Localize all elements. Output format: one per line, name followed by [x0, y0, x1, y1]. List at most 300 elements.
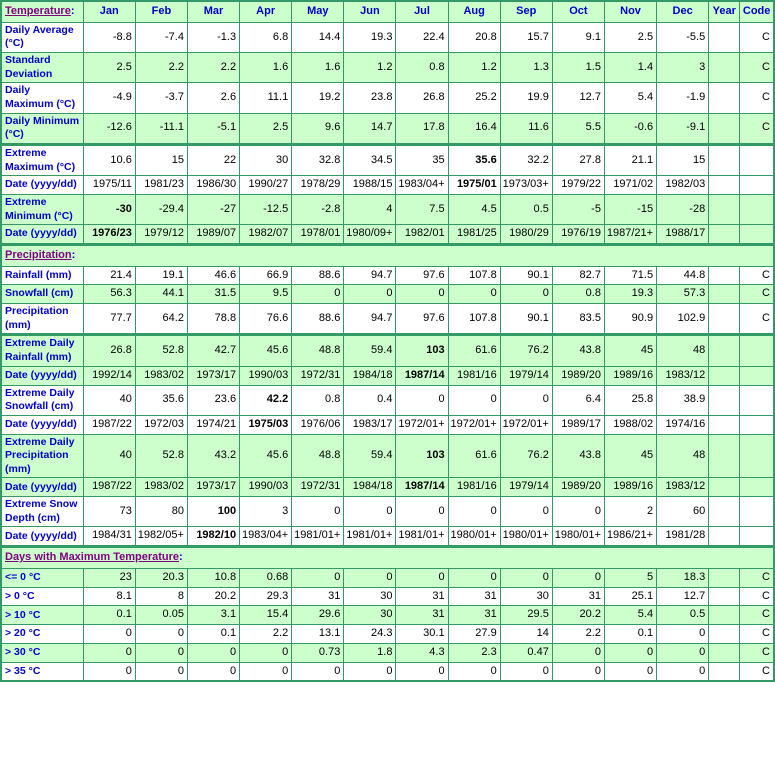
code-cell: C [740, 587, 774, 606]
year-cell [709, 113, 740, 144]
value-cell: 48.8 [292, 434, 344, 478]
value-cell: 19.3 [604, 285, 656, 304]
section-title-colon: : [71, 248, 76, 261]
value-cell: 45 [604, 434, 656, 478]
year-cell [709, 53, 740, 83]
value-cell: 22 [187, 144, 239, 175]
value-cell: -12.6 [83, 113, 135, 144]
value-cell: 66.9 [240, 266, 292, 285]
value-cell: 0.1 [604, 625, 656, 644]
year-cell [709, 83, 740, 113]
value-cell: 0 [448, 385, 500, 415]
value-cell: 1976/19 [552, 225, 604, 245]
value-cell: 0 [344, 568, 396, 587]
code-cell [740, 144, 774, 175]
value-cell: 25.2 [448, 83, 500, 113]
value-cell: 15 [135, 144, 187, 175]
code-cell: C [740, 22, 774, 52]
value-cell: 2.2 [240, 625, 292, 644]
column-header-dec: Dec [657, 1, 709, 22]
year-cell [709, 434, 740, 478]
year-cell [709, 266, 740, 285]
row-label: Rainfall (mm) [1, 266, 83, 285]
value-cell: 35.6 [135, 385, 187, 415]
value-cell: 14.4 [292, 22, 344, 52]
value-cell: 31 [448, 606, 500, 625]
code-cell [740, 415, 774, 434]
value-cell: 10.6 [83, 144, 135, 175]
table-row [1, 366, 774, 385]
code-cell: C [740, 266, 774, 285]
value-cell: 20.8 [448, 22, 500, 52]
value-cell: 1987/22 [83, 415, 135, 434]
value-cell: 44.1 [135, 285, 187, 304]
table-row [1, 434, 774, 478]
value-cell: 1974/16 [657, 415, 709, 434]
value-cell: 0 [396, 497, 448, 527]
value-cell: 5.4 [604, 606, 656, 625]
value-cell: 26.8 [396, 83, 448, 113]
value-cell: 25.1 [604, 587, 656, 606]
value-cell: 1983/17 [344, 415, 396, 434]
code-cell [740, 194, 774, 224]
value-cell: 1990/27 [240, 176, 292, 195]
value-cell: 19.3 [344, 22, 396, 52]
value-cell: 1.8 [344, 643, 396, 662]
value-cell: 1981/01+ [344, 527, 396, 547]
value-cell: 0 [448, 662, 500, 681]
row-label: Precipitation (mm) [1, 304, 83, 335]
value-cell: 90.1 [500, 266, 552, 285]
value-cell: 1982/03 [657, 176, 709, 195]
value-cell: 0 [292, 568, 344, 587]
column-header-aug: Aug [448, 1, 500, 22]
value-cell: 0 [344, 285, 396, 304]
code-cell: C [740, 568, 774, 587]
year-cell [709, 304, 740, 335]
row-label: Extreme Daily Snowfall (cm) [1, 385, 83, 415]
value-cell: 1982/07 [240, 225, 292, 245]
code-cell [740, 335, 774, 366]
year-cell [709, 22, 740, 52]
table-row [1, 225, 774, 245]
value-cell: 0 [83, 643, 135, 662]
code-cell: C [740, 625, 774, 644]
value-cell: 2.6 [187, 83, 239, 113]
value-cell: 1987/14 [396, 478, 448, 497]
value-cell: 1978/01 [292, 225, 344, 245]
value-cell: 1981/25 [448, 225, 500, 245]
row-label: Date (yyyy/dd) [1, 478, 83, 497]
value-cell: -8.8 [83, 22, 135, 52]
value-cell: 80 [135, 497, 187, 527]
value-cell: 76.2 [500, 434, 552, 478]
value-cell: 31 [448, 587, 500, 606]
value-cell: 1976/23 [83, 225, 135, 245]
value-cell: -28 [657, 194, 709, 224]
value-cell: 1973/03+ [500, 176, 552, 195]
value-cell: 1984/18 [344, 366, 396, 385]
value-cell: 23.8 [344, 83, 396, 113]
value-cell: 0 [500, 285, 552, 304]
code-cell: C [740, 285, 774, 304]
value-cell: 0 [552, 568, 604, 587]
value-cell: 0 [396, 568, 448, 587]
value-cell: 1979/12 [135, 225, 187, 245]
value-cell: 16.4 [448, 113, 500, 144]
value-cell: -1.3 [187, 22, 239, 52]
value-cell: 43.8 [552, 434, 604, 478]
value-cell: 8 [135, 587, 187, 606]
value-cell: 1975/03 [240, 415, 292, 434]
value-cell: 30 [240, 144, 292, 175]
value-cell: 1992/14 [83, 366, 135, 385]
value-cell: 44.8 [657, 266, 709, 285]
code-cell: C [740, 662, 774, 681]
value-cell: 42.2 [240, 385, 292, 415]
column-header-code: Code [740, 1, 774, 22]
value-cell: 94.7 [344, 304, 396, 335]
table-row [1, 194, 774, 224]
code-cell [740, 527, 774, 547]
value-cell: 0 [657, 662, 709, 681]
row-label: Date (yyyy/dd) [1, 415, 83, 434]
table-row [1, 625, 774, 644]
value-cell: 40 [83, 385, 135, 415]
value-cell: 1972/31 [292, 366, 344, 385]
value-cell: 61.6 [448, 335, 500, 366]
value-cell: 1988/17 [657, 225, 709, 245]
value-cell: 1987/22 [83, 478, 135, 497]
value-cell: 0.5 [657, 606, 709, 625]
value-cell: -2.8 [292, 194, 344, 224]
value-cell: 31 [396, 606, 448, 625]
value-cell: 0 [240, 643, 292, 662]
table-row [1, 643, 774, 662]
value-cell: 1980/01+ [500, 527, 552, 547]
row-label: > 30 °C [1, 643, 83, 662]
value-cell: 60 [657, 497, 709, 527]
value-cell: 83.5 [552, 304, 604, 335]
value-cell: 2.5 [604, 22, 656, 52]
table-row [1, 527, 774, 547]
value-cell: 1982/05+ [135, 527, 187, 547]
value-cell: 1.6 [240, 53, 292, 83]
table-row [1, 83, 774, 113]
value-cell: 32.2 [500, 144, 552, 175]
value-cell: -1.9 [657, 83, 709, 113]
value-cell: 27.8 [552, 144, 604, 175]
value-cell: 7.5 [396, 194, 448, 224]
value-cell: 46.6 [187, 266, 239, 285]
value-cell: 0 [135, 625, 187, 644]
value-cell: 48.8 [292, 335, 344, 366]
row-label: Extreme Minimum (°C) [1, 194, 83, 224]
row-label: > 20 °C [1, 625, 83, 644]
column-header-jun: Jun [344, 1, 396, 22]
value-cell: 94.7 [344, 266, 396, 285]
value-cell: -3.7 [135, 83, 187, 113]
year-cell [709, 144, 740, 175]
value-cell: 4 [344, 194, 396, 224]
value-cell: 1982/01 [396, 225, 448, 245]
table-row [1, 587, 774, 606]
value-cell: 1987/21+ [604, 225, 656, 245]
code-cell [740, 385, 774, 415]
value-cell: 35.6 [448, 144, 500, 175]
value-cell: 29.6 [292, 606, 344, 625]
value-cell: 1978/29 [292, 176, 344, 195]
value-cell: 1972/01+ [448, 415, 500, 434]
value-cell: 0 [83, 662, 135, 681]
value-cell: 15.7 [500, 22, 552, 52]
value-cell: 5.5 [552, 113, 604, 144]
value-cell: 1979/14 [500, 478, 552, 497]
value-cell: 1.2 [344, 53, 396, 83]
value-cell: -9.1 [657, 113, 709, 144]
value-cell: 30 [500, 587, 552, 606]
value-cell: 17.8 [396, 113, 448, 144]
value-cell: 3 [657, 53, 709, 83]
value-cell: 1990/03 [240, 478, 292, 497]
column-header-jan: Jan [83, 1, 135, 22]
value-cell: 1981/16 [448, 366, 500, 385]
code-cell: C [740, 606, 774, 625]
year-cell [709, 385, 740, 415]
value-cell: 102.9 [657, 304, 709, 335]
value-cell: 88.6 [292, 304, 344, 335]
year-cell [709, 335, 740, 366]
column-header-feb: Feb [135, 1, 187, 22]
value-cell: 57.3 [657, 285, 709, 304]
value-cell: 35 [396, 144, 448, 175]
value-cell: 1984/18 [344, 478, 396, 497]
value-cell: 5.4 [604, 83, 656, 113]
value-cell: 52.8 [135, 335, 187, 366]
value-cell: 1981/01+ [292, 527, 344, 547]
table-row [1, 606, 774, 625]
value-cell: 0 [604, 662, 656, 681]
value-cell: 0 [657, 643, 709, 662]
value-cell: 1980/09+ [344, 225, 396, 245]
value-cell: 2.2 [552, 625, 604, 644]
value-cell: 1989/07 [187, 225, 239, 245]
value-cell: 100 [187, 497, 239, 527]
column-header-may: May [292, 1, 344, 22]
value-cell: 1.2 [448, 53, 500, 83]
code-cell: C [740, 53, 774, 83]
value-cell: 73 [83, 497, 135, 527]
year-cell [709, 225, 740, 245]
value-cell: 0 [448, 285, 500, 304]
value-cell: 3.1 [187, 606, 239, 625]
value-cell: 9.5 [240, 285, 292, 304]
code-cell: C [740, 643, 774, 662]
value-cell: 0 [657, 625, 709, 644]
value-cell: 1981/01+ [396, 527, 448, 547]
value-cell: 0 [344, 662, 396, 681]
value-cell: 1983/04+ [240, 527, 292, 547]
value-cell: 82.7 [552, 266, 604, 285]
value-cell: 1983/12 [657, 478, 709, 497]
value-cell: 14.7 [344, 113, 396, 144]
value-cell: 1971/02 [604, 176, 656, 195]
value-cell: 1987/14 [396, 366, 448, 385]
value-cell: 1972/01+ [500, 415, 552, 434]
code-cell [740, 478, 774, 497]
value-cell: 0 [552, 643, 604, 662]
year-cell [709, 366, 740, 385]
value-cell: 20.3 [135, 568, 187, 587]
value-cell: 43.2 [187, 434, 239, 478]
value-cell: 0 [448, 497, 500, 527]
value-cell: 43.8 [552, 335, 604, 366]
value-cell: -5 [552, 194, 604, 224]
value-cell: 1972/01+ [396, 415, 448, 434]
value-cell: 1983/04+ [396, 176, 448, 195]
table-row [1, 285, 774, 304]
value-cell: 1975/01 [448, 176, 500, 195]
value-cell: 1.4 [604, 53, 656, 83]
table-row [1, 335, 774, 366]
value-cell: 0.8 [292, 385, 344, 415]
row-label: > 35 °C [1, 662, 83, 681]
value-cell: 23.6 [187, 385, 239, 415]
column-header-nov: Nov [604, 1, 656, 22]
value-cell: 71.5 [604, 266, 656, 285]
row-label: Date (yyyy/dd) [1, 225, 83, 245]
value-cell: 0 [187, 643, 239, 662]
section-header-row-precipitation [1, 244, 774, 266]
value-cell: 48 [657, 434, 709, 478]
value-cell: 2 [604, 497, 656, 527]
value-cell: 76.6 [240, 304, 292, 335]
year-cell [709, 194, 740, 224]
row-label: Daily Minimum (°C) [1, 113, 83, 144]
value-cell: 88.6 [292, 266, 344, 285]
value-cell: 107.8 [448, 304, 500, 335]
value-cell: 42.7 [187, 335, 239, 366]
value-cell: -4.9 [83, 83, 135, 113]
row-label: Standard Deviation [1, 53, 83, 83]
value-cell: 14 [500, 625, 552, 644]
row-label: Date (yyyy/dd) [1, 176, 83, 195]
value-cell: -0.6 [604, 113, 656, 144]
value-cell: 45.6 [240, 335, 292, 366]
climate-table-body [1, 1, 774, 681]
section-title-days-with-maximum-temperature[interactable]: Days with Maximum Temperature [5, 551, 180, 564]
code-cell [740, 434, 774, 478]
row-label: > 10 °C [1, 606, 83, 625]
value-cell: 1989/17 [552, 415, 604, 434]
value-cell: 59.4 [344, 335, 396, 366]
value-cell: 1.6 [292, 53, 344, 83]
value-cell: 1983/12 [657, 366, 709, 385]
value-cell: 1980/01+ [448, 527, 500, 547]
value-cell: 0.5 [500, 194, 552, 224]
value-cell: 1990/03 [240, 366, 292, 385]
value-cell: 52.8 [135, 434, 187, 478]
value-cell: 97.6 [396, 304, 448, 335]
table-row [1, 662, 774, 681]
column-header-jul: Jul [396, 1, 448, 22]
value-cell: 97.6 [396, 266, 448, 285]
section-title-colon: : [70, 5, 75, 17]
value-cell: -30 [83, 194, 135, 224]
value-cell: -11.1 [135, 113, 187, 144]
value-cell: 19.1 [135, 266, 187, 285]
value-cell: 90.9 [604, 304, 656, 335]
value-cell: 34.5 [344, 144, 396, 175]
value-cell: 0.8 [552, 285, 604, 304]
year-cell [709, 478, 740, 497]
value-cell: 56.3 [83, 285, 135, 304]
value-cell: 0.68 [240, 568, 292, 587]
value-cell: 0 [500, 497, 552, 527]
value-cell: -15 [604, 194, 656, 224]
value-cell: 0 [135, 643, 187, 662]
value-cell: 19.2 [292, 83, 344, 113]
table-row [1, 385, 774, 415]
year-cell [709, 285, 740, 304]
value-cell: -12.5 [240, 194, 292, 224]
table-row [1, 176, 774, 195]
section-header-cell-precipitation [1, 244, 774, 266]
value-cell: 6.4 [552, 385, 604, 415]
value-cell: 0.1 [83, 606, 135, 625]
row-label: <= 0 °C [1, 568, 83, 587]
column-header-year: Year [709, 1, 740, 22]
year-cell [709, 497, 740, 527]
value-cell: 90.1 [500, 304, 552, 335]
row-label: Extreme Daily Precipitation (mm) [1, 434, 83, 478]
value-cell: 0.73 [292, 643, 344, 662]
code-cell [740, 176, 774, 195]
value-cell: 2.2 [187, 53, 239, 83]
value-cell: 1988/02 [604, 415, 656, 434]
value-cell: 1974/21 [187, 415, 239, 434]
value-cell: 77.7 [83, 304, 135, 335]
value-cell: 107.8 [448, 266, 500, 285]
column-header-mar: Mar [187, 1, 239, 22]
year-cell [709, 625, 740, 644]
value-cell: 20.2 [552, 606, 604, 625]
year-cell [709, 568, 740, 587]
value-cell: 0 [83, 625, 135, 644]
value-cell: 0.47 [500, 643, 552, 662]
value-cell: 0 [135, 662, 187, 681]
value-cell: 1986/21+ [604, 527, 656, 547]
value-cell: 1979/22 [552, 176, 604, 195]
value-cell: 0 [187, 662, 239, 681]
section-title-precipitation[interactable]: Precipitation [5, 248, 72, 261]
year-cell [709, 587, 740, 606]
table-row [1, 113, 774, 144]
value-cell: 5 [604, 568, 656, 587]
value-cell: 0 [448, 568, 500, 587]
column-header-apr: Apr [240, 1, 292, 22]
value-cell: 8.1 [83, 587, 135, 606]
value-cell: 2.5 [83, 53, 135, 83]
table-row [1, 568, 774, 587]
value-cell: 1981/16 [448, 478, 500, 497]
section-title-temperature[interactable]: Temperature [5, 5, 71, 17]
value-cell: 48 [657, 335, 709, 366]
value-cell: 59.4 [344, 434, 396, 478]
value-cell: 1989/20 [552, 478, 604, 497]
value-cell: -7.4 [135, 22, 187, 52]
value-cell: 6.8 [240, 22, 292, 52]
